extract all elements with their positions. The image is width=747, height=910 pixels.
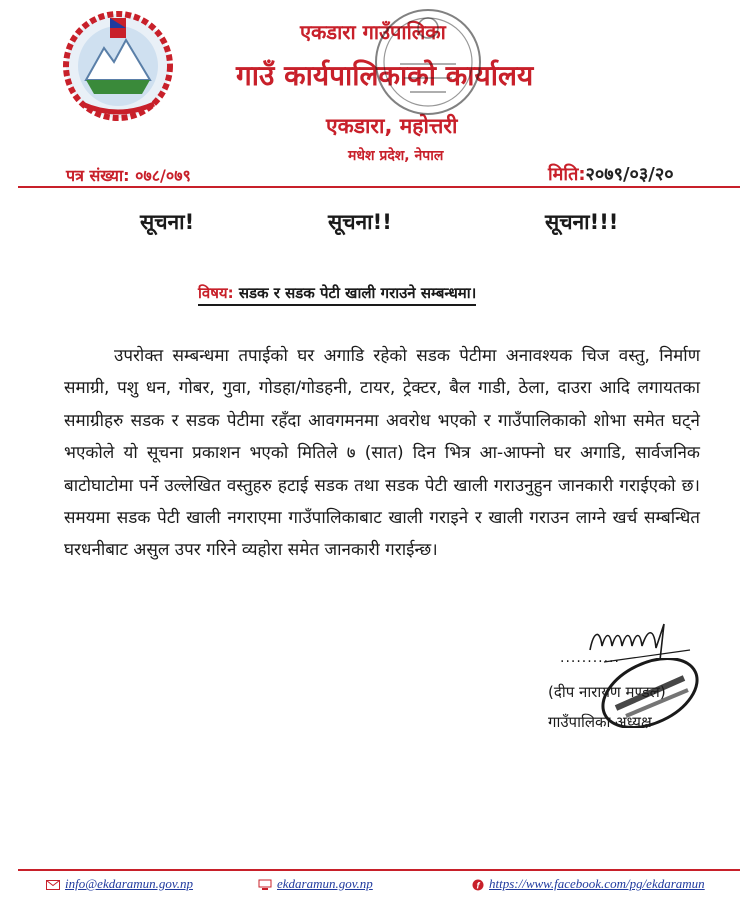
header-divider	[18, 186, 740, 188]
facebook-icon	[472, 879, 484, 891]
letter-reference	[66, 164, 191, 186]
footer-divider	[18, 869, 740, 871]
notice-heading-1: सूचना!	[140, 210, 195, 234]
footer-facebook	[472, 876, 705, 892]
facebook-link[interactable]: https://www.facebook.com/pg/ekdaramun	[489, 876, 705, 891]
nepal-emblem-logo	[62, 10, 174, 122]
subject-text: सडक र सडक पेटी खाली गराउने सम्बन्धमा।	[238, 284, 477, 302]
office-municipality-name: एकडारा गाउँपालिका	[300, 20, 446, 44]
office-province: मधेश प्रदेश, नेपाल	[348, 148, 444, 164]
computer-icon	[258, 879, 272, 891]
signatory-name: (दीप नारायण मण्डल)	[548, 683, 666, 701]
footer-email	[46, 876, 193, 892]
date-label: मिति:	[548, 164, 586, 185]
website-link[interactable]: ekdaramun.gov.np	[277, 876, 373, 891]
office-title: गाउँ कार्यपालिकाको कार्यालय	[236, 59, 534, 92]
signatory-title: गाउँपालिका अध्यक्ष	[548, 713, 652, 731]
letter-date	[548, 162, 674, 186]
date-value: २०७९/०३/२०	[585, 164, 674, 185]
svg-text:f: f	[476, 880, 480, 891]
email-link[interactable]: info@ekdaramun.gov.np	[65, 876, 193, 891]
footer-website	[258, 876, 373, 892]
notice-body-paragraph: उपरोक्त सम्बन्धमा तपाईको घर अगाडि रहेको सडक पेटीमा अनावश्यक चिज वस्तु, निर्माण समाग्री, पशु धन, गोबर, गुवा, गोडहा/गोडहनी, टायर, ट्रेक्टर, बैल गाडी, ठेला, दाउरा आदि लगायतका समाग्रीहरु सडक र सडक पेटीमा रहँदा आवगमनमा अवरोध भएको र गाउँपालिकाको शोभा समेत घट्ने भएकोले यो सूचना प्रकाशन भएको मितिले ७ (सात) दिन भित्र आ-आफ्नो घर अगाडि, सार्वजनिक बाटोघाटोमा पर्ने उल्लेखित वस्तुहरु हटाई सडक तथा सडक पेटी खाली गराउनुहुन जानकारी गराईएको छ। समयमा सडक पेटी खाली नगराएमा गाउँपालिकाबाट खाली गराइने र खाली गराउन लाग्ने खर्च सम्बन्धित घरधनीबाट असुल उपर गरिने व्यहोरा समेत जानकारी गराईन्छ।	[64, 346, 700, 561]
office-seal-stamp	[366, 4, 490, 122]
notice-heading-3: सूचना!!!	[545, 210, 619, 234]
signature-dots: ...........	[560, 650, 620, 666]
mail-icon	[46, 880, 60, 890]
notice-heading-2: सूचना!!	[328, 210, 392, 234]
office-address: एकडारा, महोत्तरी	[326, 114, 458, 138]
reference-value: ०७८/०७९	[135, 166, 191, 185]
subject-label: विषय:	[198, 284, 234, 302]
reference-label: पत्र संख्या:	[66, 166, 130, 185]
subject-line	[198, 283, 476, 306]
